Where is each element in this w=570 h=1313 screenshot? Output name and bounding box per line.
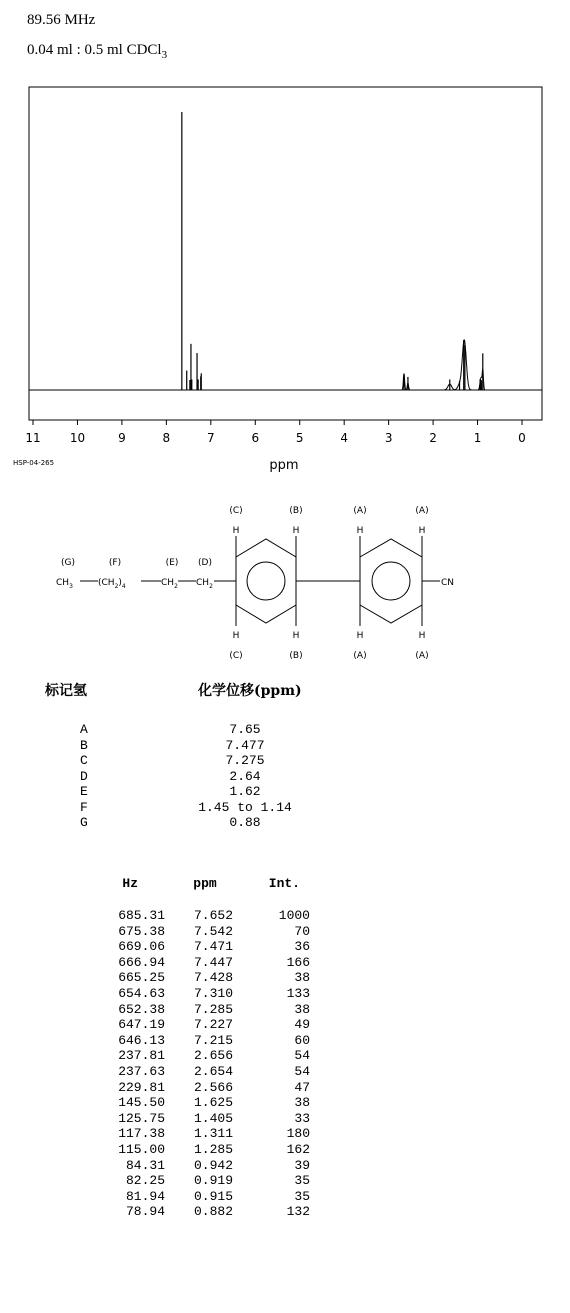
broad-multiplet-layer: [389, 340, 496, 390]
x-tick-label-6: 6: [251, 431, 260, 445]
structure-bottom-labels: [229, 651, 428, 661]
label-top-a2: (A): [415, 506, 429, 516]
h-top-a2: H: [418, 526, 426, 536]
assignment-label: G: [80, 815, 88, 830]
x-tick-label-9: 9: [118, 431, 126, 445]
assignment-label: B: [80, 737, 88, 753]
peak-intensity: 54: [294, 1048, 310, 1064]
peak-ppm: 7.542: [193, 923, 233, 939]
group-ch2-n: $(CH_2)_4$: [98, 578, 126, 590]
x-tick-label-8: 8: [162, 431, 171, 445]
peak-header-hz: Hz: [122, 876, 138, 891]
assignment-label: F: [80, 799, 88, 815]
group-cn: CN: [441, 578, 455, 588]
peak-hz: 81.94: [125, 1188, 165, 1204]
label-e: (E): [165, 558, 179, 568]
structure-bottom-h: [233, 631, 426, 641]
peak-layer: [182, 112, 483, 390]
peak-intensity: 180: [286, 1126, 310, 1142]
assignment-label: D: [80, 768, 88, 784]
label-d: (D): [198, 558, 212, 568]
h-top-b: H: [292, 526, 300, 536]
x-tick-label-0: 0: [518, 431, 526, 445]
peak-ppm: 2.654: [193, 1064, 233, 1079]
x-tick-label-1: 1: [473, 431, 482, 445]
peak-intensity: 35: [294, 1188, 310, 1204]
peak-ppm: 7.428: [193, 970, 233, 986]
peak-hz: 229.81: [118, 1079, 165, 1095]
x-tick-label-5: 5: [295, 431, 304, 445]
peak-hz: 82.25: [125, 1173, 165, 1189]
label-bottom-b: (B): [289, 651, 303, 661]
peak-ppm: 1.625: [193, 1095, 233, 1111]
x-tick-label-10: 10: [69, 431, 86, 445]
h-top-a1: H: [356, 526, 364, 536]
peak-hz: 145.50: [118, 1095, 165, 1111]
peak-ppm: 7.227: [193, 1017, 233, 1033]
peak-ppm: 2.566: [193, 1079, 233, 1095]
peak-hz: 84.31: [125, 1157, 165, 1173]
h-bottom-a1: H: [356, 631, 364, 641]
peak-intensity: 47: [294, 1079, 310, 1095]
label-top-b: (B): [289, 506, 303, 516]
assignment-label: A: [80, 722, 88, 737]
peak-hz: 665.25: [118, 970, 165, 986]
assignment-shift: 1.62: [229, 784, 261, 799]
group-ch3: $CH_3$: [56, 578, 73, 590]
peak-intensity: 35: [294, 1173, 310, 1189]
peak-intensity: 1000: [278, 908, 310, 923]
group-ch2-d: $CH_2$: [196, 578, 213, 590]
peak-ppm: 1.405: [193, 1110, 233, 1126]
benzene-ring-left: [236, 539, 296, 623]
peak-ppm: 7.285: [193, 1001, 233, 1017]
peak-ppm: 7.310: [193, 986, 233, 1001]
aromatic-circle-right: [372, 562, 410, 600]
assignment-header-shift: 化学位移(ppm): [198, 683, 302, 699]
label-bottom-c: (C): [229, 651, 243, 661]
sample-conditions-subscript: 3: [161, 49, 168, 61]
x-tick-label-7: 7: [206, 431, 215, 445]
peak-hz: 117.38: [118, 1126, 165, 1142]
x-tick-label-4: 4: [340, 431, 349, 445]
peak-hz: 646.13: [118, 1032, 165, 1048]
structure-top-h: [233, 526, 426, 536]
multiplet-envelope: [389, 340, 496, 390]
peak-hz: 125.75: [118, 1110, 165, 1126]
label-top-c: (C): [229, 506, 243, 516]
h-bottom-a2: H: [418, 631, 426, 641]
peak-hz: 685.31: [118, 908, 165, 923]
label-g: (G): [61, 558, 75, 568]
x-tick-label-3: 3: [384, 431, 393, 445]
peak-hz: 647.19: [118, 1017, 165, 1033]
peak-ppm: 0.915: [193, 1188, 233, 1204]
h-bottom-c: H: [232, 631, 240, 641]
assignment-label: E: [80, 784, 88, 799]
peak-hz: 669.06: [118, 939, 165, 955]
peak-intensity: 49: [294, 1017, 310, 1033]
peak-ppm: 7.447: [193, 954, 233, 970]
molecular-structure: [0, 495, 570, 665]
peak-intensity: 54: [294, 1064, 310, 1079]
x-tick-label-11: 11: [25, 431, 41, 445]
assignment-shift: 0.88: [229, 815, 261, 830]
peak-intensity: 133: [286, 986, 310, 1001]
peak-ppm: 2.656: [193, 1048, 233, 1064]
assignment-shift: 7.65: [229, 722, 261, 737]
peak-intensity: 38: [294, 1001, 310, 1017]
label-f: (F): [108, 558, 122, 568]
peak-ppm: 1.285: [193, 1142, 233, 1157]
peak-intensity: 33: [294, 1110, 310, 1126]
label-top-a1: (A): [353, 506, 367, 516]
label-bottom-a2: (A): [415, 651, 429, 661]
peak-intensity: 162: [286, 1142, 310, 1157]
peak-hz: 675.38: [118, 923, 165, 939]
peak-intensity: 70: [294, 923, 310, 939]
peak-hz: 78.94: [125, 1204, 165, 1220]
peak-intensity: 166: [286, 954, 310, 970]
assignment-label: C: [80, 753, 88, 768]
peak-ppm: 1.311: [193, 1126, 233, 1142]
peak-ppm: 0.942: [193, 1157, 233, 1173]
peak-hz: 652.38: [118, 1001, 165, 1017]
x-tick-label-2: 2: [429, 431, 437, 445]
peak-intensity: 38: [294, 1095, 310, 1111]
structure-chain-groups: [56, 578, 454, 590]
h-bottom-b: H: [292, 631, 300, 641]
peak-ppm: 7.652: [193, 908, 233, 923]
h-top-c: H: [232, 526, 240, 536]
benzene-ring-right: [360, 539, 422, 623]
sample-conditions: [27, 42, 167, 61]
peak-ppm: 7.471: [193, 939, 233, 955]
peak-hz: 237.81: [118, 1048, 165, 1064]
peak-header-int: Int.: [268, 876, 300, 891]
peak-intensity: 38: [294, 970, 310, 986]
peak-intensity: 132: [286, 1204, 310, 1220]
peak-hz: 654.63: [118, 986, 165, 1001]
assignment-header-hydrogen: 标记氢: [45, 683, 87, 699]
assignment-shift: 1.45 to 1.14: [198, 799, 292, 815]
sample-conditions-text: 0.04 ml : 0.5 ml CDCl: [27, 42, 162, 58]
peak-intensity: 39: [294, 1157, 310, 1173]
peak-intensity: 36: [294, 939, 310, 955]
x-axis-label: ppm: [269, 458, 299, 473]
peak-intensity: 60: [294, 1032, 310, 1048]
spectrum-id-label: HSP-04-265: [13, 459, 55, 467]
assignment-shift: 2.64: [229, 768, 261, 784]
peak-hz: 115.00: [118, 1142, 165, 1157]
peak-hz: 237.63: [118, 1064, 165, 1079]
peak-ppm: 7.215: [193, 1032, 233, 1048]
aromatic-circle-left: [247, 562, 285, 600]
label-bottom-a1: (A): [353, 651, 367, 661]
peak-header-ppm: ppm: [193, 876, 217, 891]
peak-hz: 666.94: [118, 954, 165, 970]
group-ch2-e: $CH_2$: [161, 578, 178, 590]
assignment-shift: 7.477: [225, 737, 265, 753]
structure-top-labels: [229, 506, 428, 516]
structure-bonds: [80, 536, 440, 626]
peak-ppm: 0.882: [193, 1204, 233, 1220]
assignment-shift: 7.275: [225, 753, 265, 768]
x-axis-ticks: [25, 420, 525, 445]
spectrometer-frequency: 89.56 MHz: [27, 12, 96, 28]
peak-ppm: 0.919: [193, 1173, 233, 1189]
nmr-spectrum-chart: [0, 80, 570, 475]
structure-chain-labels: [61, 558, 212, 568]
